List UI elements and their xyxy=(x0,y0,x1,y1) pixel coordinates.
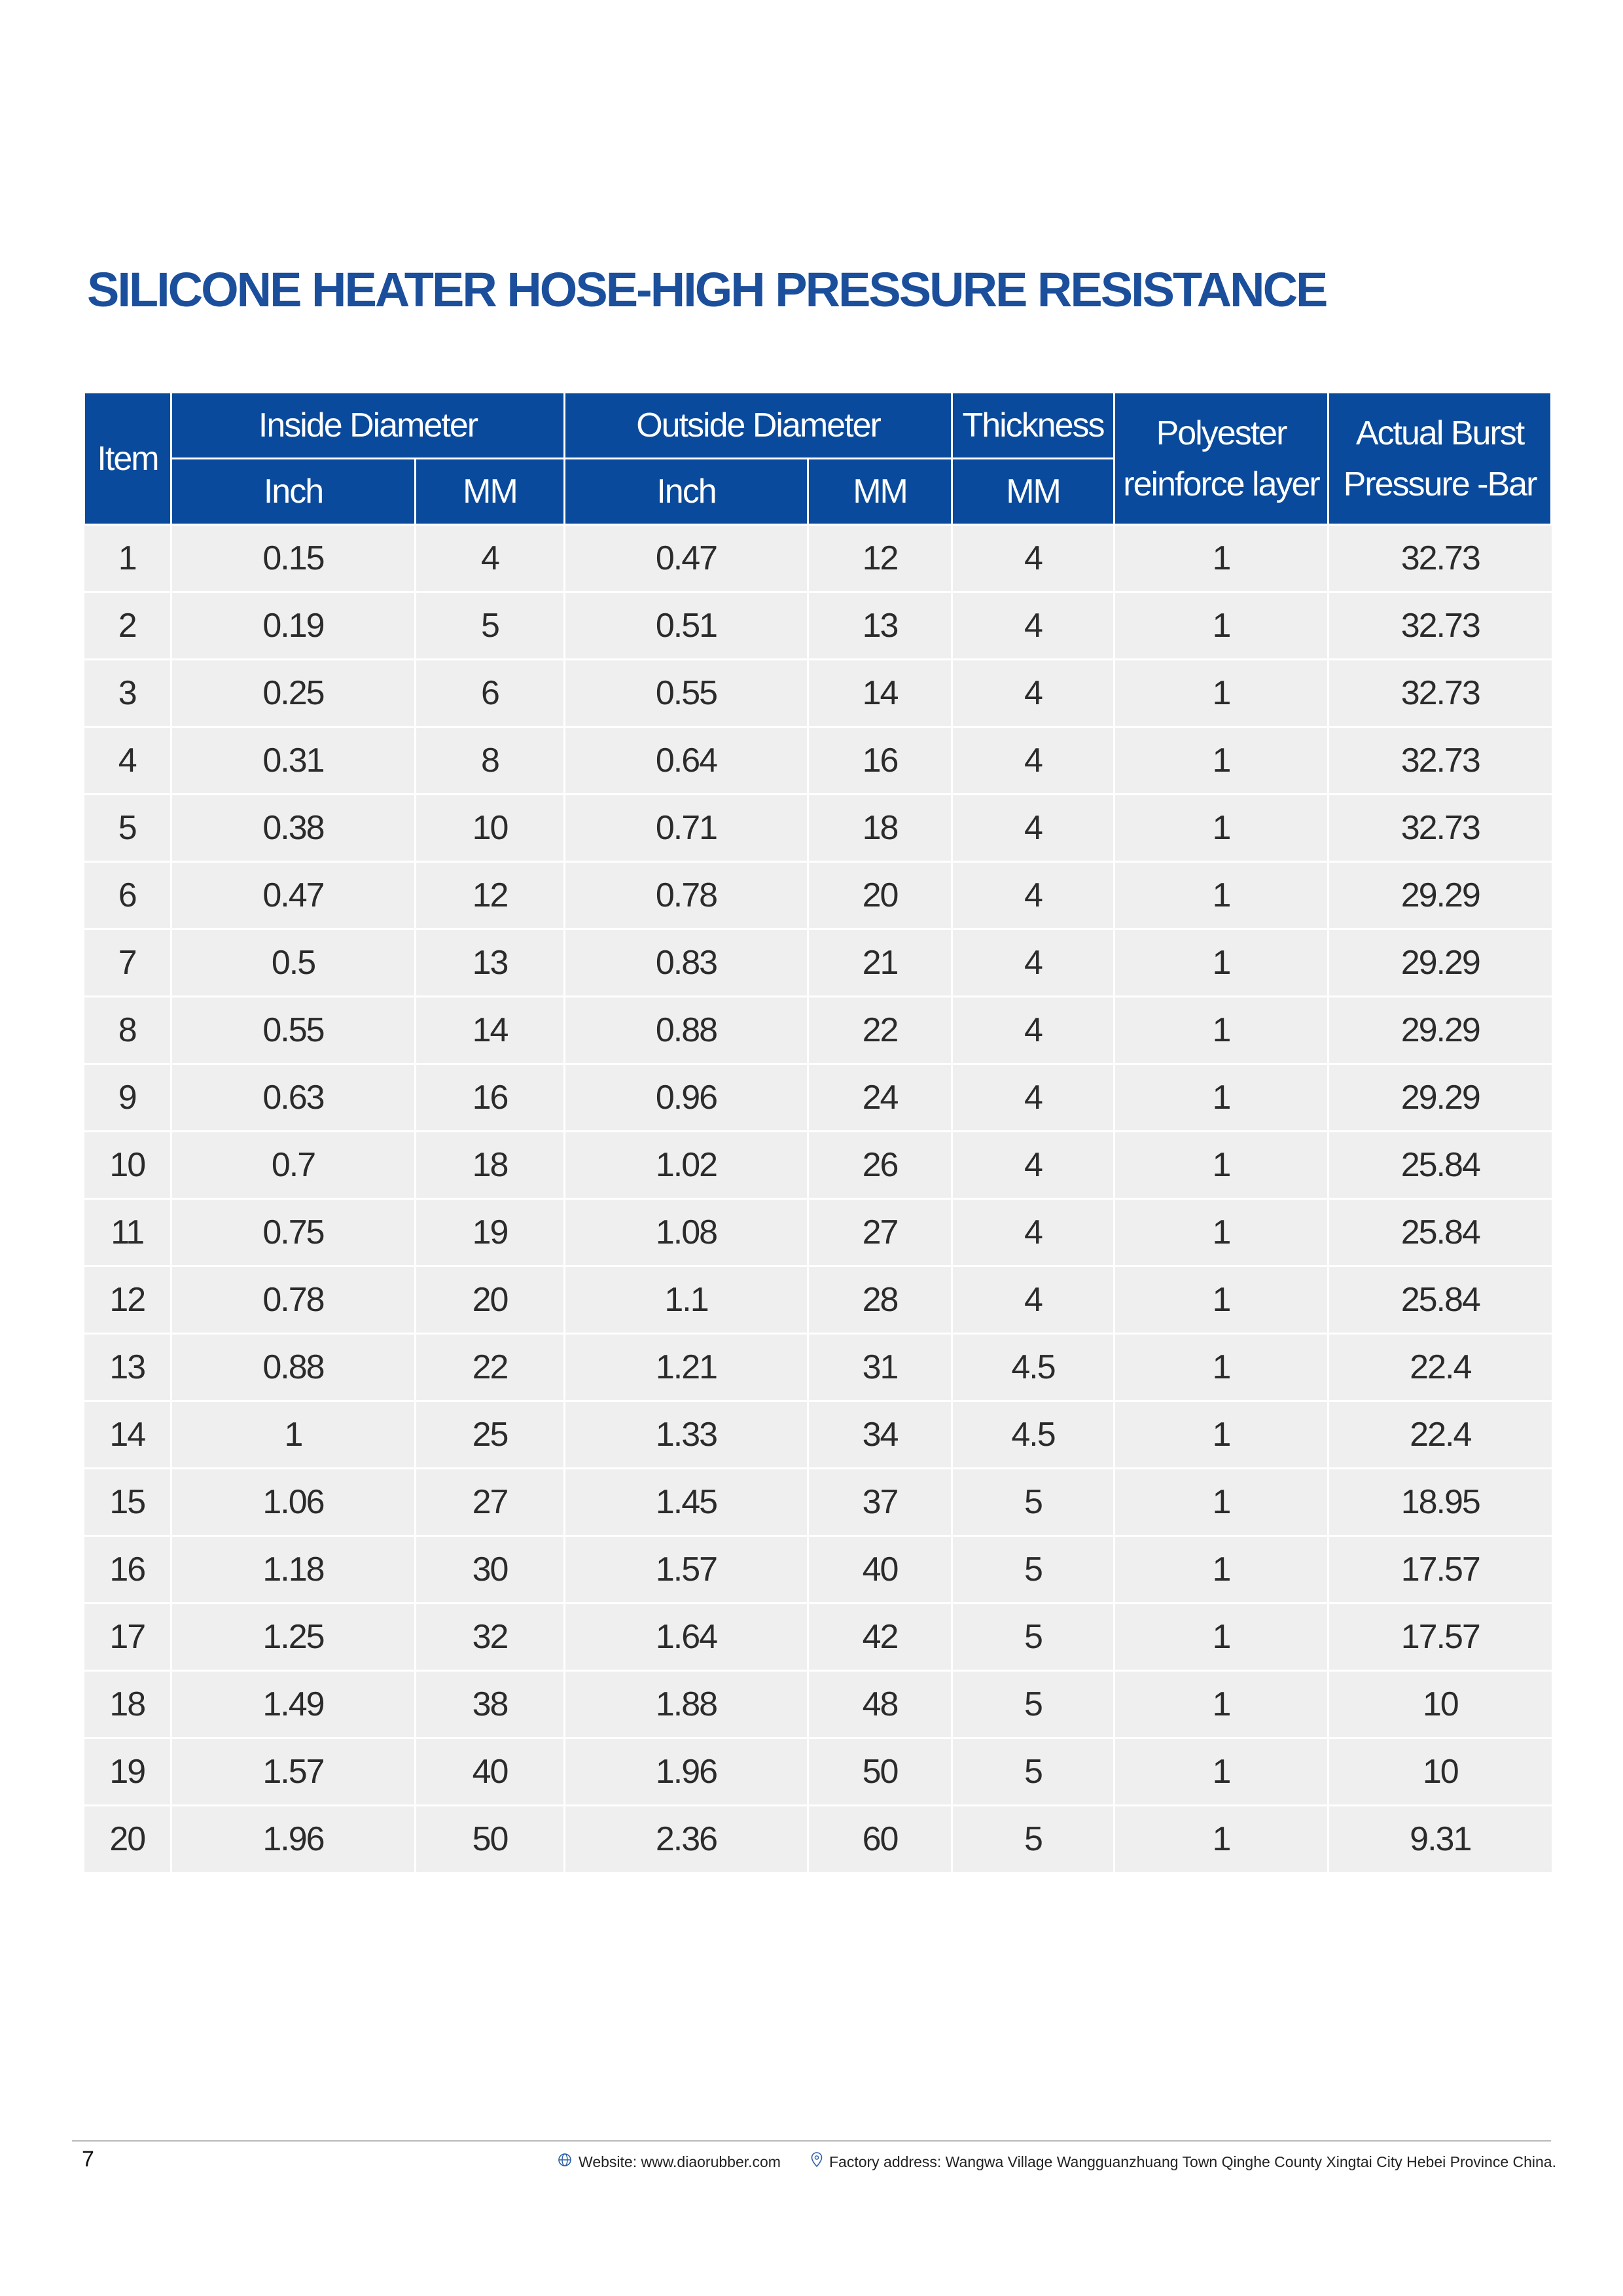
cell-burst-pressure: 10 xyxy=(1329,1738,1552,1806)
cell-polyester-layer: 1 xyxy=(1115,1064,1329,1132)
cell-outside-mm: 24 xyxy=(808,1064,952,1132)
cell-item: 19 xyxy=(84,1738,171,1806)
subheader-outside-mm: MM xyxy=(808,459,952,525)
cell-outside-mm: 14 xyxy=(808,660,952,727)
cell-item: 17 xyxy=(84,1604,171,1671)
location-pin-icon xyxy=(811,2152,823,2172)
subheader-inside-inch: Inch xyxy=(171,459,416,525)
cell-inside-inch: 0.19 xyxy=(171,592,416,660)
cell-inside-mm: 10 xyxy=(416,795,565,862)
cell-outside-inch: 1.1 xyxy=(565,1266,808,1334)
cell-polyester-layer: 1 xyxy=(1115,1469,1329,1536)
cell-thickness-mm: 4 xyxy=(952,1266,1115,1334)
cell-inside-mm: 50 xyxy=(416,1806,565,1873)
cell-item: 13 xyxy=(84,1334,171,1401)
footer-address: Factory address: Wangwa Village Wangguanzhuang Town Qinghe County Xingtai City Hebei Province China. xyxy=(829,2153,1556,2170)
cell-inside-inch: 1.57 xyxy=(171,1738,416,1806)
header-polyester-line2: reinforce layer xyxy=(1123,465,1319,503)
cell-thickness-mm: 5 xyxy=(952,1536,1115,1604)
cell-burst-pressure: 32.73 xyxy=(1329,660,1552,727)
cell-inside-mm: 18 xyxy=(416,1132,565,1199)
cell-inside-inch: 0.47 xyxy=(171,862,416,929)
cell-inside-inch: 0.75 xyxy=(171,1199,416,1266)
cell-outside-inch: 1.45 xyxy=(565,1469,808,1536)
cell-outside-mm: 34 xyxy=(808,1401,952,1469)
cell-outside-mm: 18 xyxy=(808,795,952,862)
cell-polyester-layer: 1 xyxy=(1115,862,1329,929)
cell-thickness-mm: 4.5 xyxy=(952,1334,1115,1401)
cell-burst-pressure: 17.57 xyxy=(1329,1604,1552,1671)
cell-outside-inch: 1.88 xyxy=(565,1671,808,1738)
cell-item: 5 xyxy=(84,795,171,862)
cell-thickness-mm: 4 xyxy=(952,795,1115,862)
cell-outside-mm: 31 xyxy=(808,1334,952,1401)
table-row xyxy=(84,1806,1552,1873)
cell-item: 1 xyxy=(84,525,171,592)
cell-inside-inch: 0.38 xyxy=(171,795,416,862)
cell-outside-inch: 2.36 xyxy=(565,1806,808,1873)
cell-thickness-mm: 5 xyxy=(952,1671,1115,1738)
subheader-inside-mm: MM xyxy=(416,459,565,525)
cell-burst-pressure: 18.95 xyxy=(1329,1469,1552,1536)
footer-website: Website: www.diaorubber.com xyxy=(579,2153,781,2170)
cell-inside-inch: 0.31 xyxy=(171,727,416,795)
cell-inside-mm: 5 xyxy=(416,592,565,660)
cell-thickness-mm: 5 xyxy=(952,1738,1115,1806)
cell-item: 11 xyxy=(84,1199,171,1266)
cell-inside-inch: 0.15 xyxy=(171,525,416,592)
cell-outside-inch: 1.57 xyxy=(565,1536,808,1604)
cell-burst-pressure: 29.29 xyxy=(1329,1064,1552,1132)
header-actual-burst-pressure xyxy=(1329,393,1552,525)
header-burst-line1: Actual Burst xyxy=(1355,414,1524,452)
table-row xyxy=(84,1334,1552,1401)
cell-item: 9 xyxy=(84,1064,171,1132)
cell-outside-mm: 21 xyxy=(808,929,952,997)
cell-polyester-layer: 1 xyxy=(1115,1401,1329,1469)
cell-inside-inch: 1.49 xyxy=(171,1671,416,1738)
cell-inside-inch: 0.55 xyxy=(171,997,416,1064)
cell-item: 20 xyxy=(84,1806,171,1873)
cell-thickness-mm: 4 xyxy=(952,660,1115,727)
cell-outside-inch: 1.96 xyxy=(565,1738,808,1806)
cell-inside-mm: 27 xyxy=(416,1469,565,1536)
cell-outside-inch: 0.96 xyxy=(565,1064,808,1132)
cell-item: 15 xyxy=(84,1469,171,1536)
cell-burst-pressure: 29.29 xyxy=(1329,997,1552,1064)
cell-polyester-layer: 1 xyxy=(1115,1671,1329,1738)
cell-polyester-layer: 1 xyxy=(1115,592,1329,660)
cell-thickness-mm: 4 xyxy=(952,929,1115,997)
cell-inside-inch: 0.7 xyxy=(171,1132,416,1199)
cell-outside-inch: 0.51 xyxy=(565,592,808,660)
cell-polyester-layer: 1 xyxy=(1115,997,1329,1064)
cell-polyester-layer: 1 xyxy=(1115,1536,1329,1604)
cell-inside-inch: 0.25 xyxy=(171,660,416,727)
cell-inside-inch: 0.63 xyxy=(171,1064,416,1132)
page-title: SILICONE HEATER HOSE-HIGH PRESSURE RESISTANCE xyxy=(87,262,1327,317)
cell-polyester-layer: 1 xyxy=(1115,795,1329,862)
cell-inside-inch: 1.96 xyxy=(171,1806,416,1873)
cell-outside-inch: 1.64 xyxy=(565,1604,808,1671)
cell-thickness-mm: 4 xyxy=(952,727,1115,795)
cell-item: 3 xyxy=(84,660,171,727)
table-row xyxy=(84,1738,1552,1806)
cell-outside-inch: 1.02 xyxy=(565,1132,808,1199)
cell-item: 4 xyxy=(84,727,171,795)
cell-outside-mm: 13 xyxy=(808,592,952,660)
cell-burst-pressure: 29.29 xyxy=(1329,929,1552,997)
table-row xyxy=(84,1469,1552,1536)
table-row xyxy=(84,1266,1552,1334)
cell-burst-pressure: 25.84 xyxy=(1329,1199,1552,1266)
cell-inside-inch: 0.78 xyxy=(171,1266,416,1334)
table-row xyxy=(84,727,1552,795)
cell-outside-mm: 27 xyxy=(808,1199,952,1266)
cell-inside-inch: 0.88 xyxy=(171,1334,416,1401)
cell-inside-mm: 12 xyxy=(416,862,565,929)
cell-outside-mm: 60 xyxy=(808,1806,952,1873)
cell-outside-inch: 0.64 xyxy=(565,727,808,795)
hose-spec-table xyxy=(83,391,1552,1874)
cell-inside-mm: 8 xyxy=(416,727,565,795)
cell-item: 12 xyxy=(84,1266,171,1334)
footer-contact xyxy=(558,2152,1556,2172)
table-row xyxy=(84,525,1552,592)
cell-burst-pressure: 29.29 xyxy=(1329,862,1552,929)
cell-outside-inch: 0.47 xyxy=(565,525,808,592)
cell-outside-inch: 0.78 xyxy=(565,862,808,929)
cell-inside-mm: 4 xyxy=(416,525,565,592)
header-burst-line2: Pressure -Bar xyxy=(1343,465,1537,503)
cell-item: 7 xyxy=(84,929,171,997)
cell-burst-pressure: 22.4 xyxy=(1329,1401,1552,1469)
table-row xyxy=(84,1604,1552,1671)
cell-outside-mm: 20 xyxy=(808,862,952,929)
table-row xyxy=(84,929,1552,997)
cell-polyester-layer: 1 xyxy=(1115,660,1329,727)
cell-thickness-mm: 4 xyxy=(952,862,1115,929)
cell-inside-inch: 1.06 xyxy=(171,1469,416,1536)
cell-burst-pressure: 32.73 xyxy=(1329,795,1552,862)
cell-polyester-layer: 1 xyxy=(1115,1806,1329,1873)
cell-burst-pressure: 25.84 xyxy=(1329,1132,1552,1199)
cell-outside-inch: 1.21 xyxy=(565,1334,808,1401)
cell-burst-pressure: 10 xyxy=(1329,1671,1552,1738)
cell-inside-inch: 0.5 xyxy=(171,929,416,997)
header-thickness: Thickness xyxy=(952,393,1115,459)
cell-outside-mm: 37 xyxy=(808,1469,952,1536)
table-row xyxy=(84,1536,1552,1604)
cell-inside-inch: 1 xyxy=(171,1401,416,1469)
footer-divider xyxy=(72,2140,1551,2142)
cell-outside-inch: 0.55 xyxy=(565,660,808,727)
cell-burst-pressure: 25.84 xyxy=(1329,1266,1552,1334)
cell-outside-mm: 28 xyxy=(808,1266,952,1334)
table-row xyxy=(84,862,1552,929)
cell-outside-mm: 16 xyxy=(808,727,952,795)
cell-thickness-mm: 4 xyxy=(952,1132,1115,1199)
cell-polyester-layer: 1 xyxy=(1115,929,1329,997)
cell-inside-mm: 38 xyxy=(416,1671,565,1738)
cell-burst-pressure: 9.31 xyxy=(1329,1806,1552,1873)
cell-inside-mm: 19 xyxy=(416,1199,565,1266)
table-row xyxy=(84,1064,1552,1132)
header-outside-diameter: Outside Diameter xyxy=(565,393,952,459)
cell-polyester-layer: 1 xyxy=(1115,1132,1329,1199)
cell-inside-mm: 40 xyxy=(416,1738,565,1806)
cell-thickness-mm: 4 xyxy=(952,1064,1115,1132)
cell-thickness-mm: 4 xyxy=(952,997,1115,1064)
cell-burst-pressure: 22.4 xyxy=(1329,1334,1552,1401)
cell-thickness-mm: 4 xyxy=(952,525,1115,592)
cell-polyester-layer: 1 xyxy=(1115,727,1329,795)
cell-item: 16 xyxy=(84,1536,171,1604)
cell-inside-mm: 13 xyxy=(416,929,565,997)
table-row xyxy=(84,997,1552,1064)
cell-inside-mm: 32 xyxy=(416,1604,565,1671)
cell-outside-mm: 50 xyxy=(808,1738,952,1806)
cell-inside-mm: 25 xyxy=(416,1401,565,1469)
table-row xyxy=(84,1132,1552,1199)
cell-outside-inch: 1.08 xyxy=(565,1199,808,1266)
cell-polyester-layer: 1 xyxy=(1115,1738,1329,1806)
cell-inside-mm: 22 xyxy=(416,1334,565,1401)
cell-outside-inch: 0.83 xyxy=(565,929,808,997)
table-row xyxy=(84,1401,1552,1469)
table-row xyxy=(84,1671,1552,1738)
cell-inside-inch: 1.18 xyxy=(171,1536,416,1604)
cell-item: 6 xyxy=(84,862,171,929)
cell-polyester-layer: 1 xyxy=(1115,1334,1329,1401)
header-item: Item xyxy=(84,393,171,525)
cell-outside-mm: 12 xyxy=(808,525,952,592)
cell-polyester-layer: 1 xyxy=(1115,525,1329,592)
header-polyester-line1: Polyester xyxy=(1156,414,1287,452)
cell-burst-pressure: 32.73 xyxy=(1329,592,1552,660)
cell-thickness-mm: 5 xyxy=(952,1806,1115,1873)
cell-thickness-mm: 4 xyxy=(952,592,1115,660)
cell-outside-mm: 42 xyxy=(808,1604,952,1671)
table-row xyxy=(84,1199,1552,1266)
cell-outside-inch: 0.88 xyxy=(565,997,808,1064)
cell-thickness-mm: 4.5 xyxy=(952,1401,1115,1469)
cell-outside-inch: 1.33 xyxy=(565,1401,808,1469)
cell-inside-mm: 20 xyxy=(416,1266,565,1334)
table-row xyxy=(84,795,1552,862)
cell-inside-mm: 6 xyxy=(416,660,565,727)
cell-thickness-mm: 5 xyxy=(952,1469,1115,1536)
table-row xyxy=(84,660,1552,727)
cell-item: 14 xyxy=(84,1401,171,1469)
globe-icon xyxy=(558,2153,572,2171)
cell-outside-mm: 26 xyxy=(808,1132,952,1199)
table-body xyxy=(84,525,1552,1873)
cell-outside-mm: 48 xyxy=(808,1671,952,1738)
cell-outside-inch: 0.71 xyxy=(565,795,808,862)
cell-polyester-layer: 1 xyxy=(1115,1604,1329,1671)
header-inside-diameter: Inside Diameter xyxy=(171,393,565,459)
cell-thickness-mm: 5 xyxy=(952,1604,1115,1671)
cell-item: 18 xyxy=(84,1671,171,1738)
table-row xyxy=(84,592,1552,660)
cell-inside-mm: 16 xyxy=(416,1064,565,1132)
cell-item: 8 xyxy=(84,997,171,1064)
page-number: 7 xyxy=(82,2147,94,2172)
cell-inside-inch: 1.25 xyxy=(171,1604,416,1671)
cell-outside-mm: 22 xyxy=(808,997,952,1064)
cell-burst-pressure: 32.73 xyxy=(1329,727,1552,795)
cell-polyester-layer: 1 xyxy=(1115,1266,1329,1334)
cell-burst-pressure: 32.73 xyxy=(1329,525,1552,592)
cell-item: 10 xyxy=(84,1132,171,1199)
cell-burst-pressure: 17.57 xyxy=(1329,1536,1552,1604)
cell-inside-mm: 30 xyxy=(416,1536,565,1604)
cell-polyester-layer: 1 xyxy=(1115,1199,1329,1266)
cell-item: 2 xyxy=(84,592,171,660)
cell-inside-mm: 14 xyxy=(416,997,565,1064)
header-polyester-reinforce-layer xyxy=(1115,393,1329,525)
cell-outside-mm: 40 xyxy=(808,1536,952,1604)
subheader-thickness-mm: MM xyxy=(952,459,1115,525)
subheader-outside-inch: Inch xyxy=(565,459,808,525)
cell-thickness-mm: 4 xyxy=(952,1199,1115,1266)
